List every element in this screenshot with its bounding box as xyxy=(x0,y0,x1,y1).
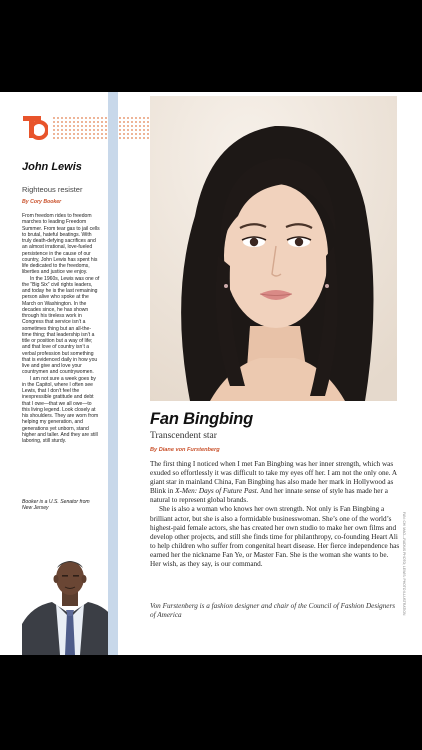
feature-byline: By Diane von Furstenberg xyxy=(150,447,220,453)
sidebar-paragraph: In the 1960s, Lewis was one of the “Big Six” civil rights leaders, and today he is the last remaining person alive who spoke at the March on Washington. In the decades since, he has shown through his tireless work in Congress that service isn’t a sometimes thing but an all-the-time thing; that leadership isn’t a title or position but a way of life; and that love of country isn’t a verbal profession but something that is evidenced daily in how you live and give and love your countrymen and countrywomen. xyxy=(22,275,100,376)
john-lewis-photo xyxy=(22,544,117,655)
sidebar-byline: By Cory Booker xyxy=(22,199,62,205)
sidebar-body xyxy=(22,213,100,444)
feature-paragraph xyxy=(150,460,400,505)
photo-credit xyxy=(400,512,410,647)
sidebar-column xyxy=(0,92,108,655)
sidebar-name: John Lewis xyxy=(22,161,82,173)
feature-subtitle: Transcendent star xyxy=(150,431,217,441)
sidebar-paragraph: I am not sure a week goes by in the Capitol, where I often see Lewis, that I don’t feel the inexpressible gratitude and debt that I owe—that we all owe—to this living legend. Look closely at his shoulders. They are worn from helping my generation, and generations yet unborn, stand higher and taller. And they are still laboring, still sturdy. xyxy=(22,375,99,444)
feature-paragraph: She is also a woman who knows her own strength. Not only is Fan Bingbing a brilliant actor, but she is also a formidable businesswoman. She’s one of the world’s highest-paid female actors, she has created her own studio to make her own films and develop other projects, and still she finds time for philanthropy, co-founding Heart Ali to help children who suffer from congenital heart disease. Her fierce independence has earned her the nickname Fan Ye, or Master Fan. She is the woman she wants to be. Her wish, as they say, is our command. xyxy=(150,505,400,569)
sidebar-subtitle: Righteous resister xyxy=(22,185,83,194)
feature-name: Fan Bingbing xyxy=(150,410,253,428)
vertical-divider xyxy=(108,92,118,655)
feature-author-bio: Von Furstenberg is a fashion designer and chair of the Council of Fashion Designers of America xyxy=(150,602,396,620)
dot-pattern-decoration xyxy=(52,116,108,140)
fan-bingbing-portrait xyxy=(150,96,397,401)
sidebar-paragraph: From freedom rides to freedom marches to leading Freedom Summer. From tear gas to jail cells to brutal, hateful beatings. With truly death-defying sacrifices and an almost irrational, love-fueled persistence in the cause of our country, John Lewis has spent his life dedicated to the freedoms, liberties and justice we enjoy. xyxy=(22,213,100,276)
time100-logo-icon xyxy=(22,114,48,142)
feature-paragraph-text: The first thing I noticed when I met Fan Bingbing was her inner strength, which was exuded so effortlessly it was difficult to take my eyes off her. I am not the only one. A giant star in mainland China, Fan Bingbing has also made her mark in Hollywood as Blink in xyxy=(150,460,397,496)
photo-credit-text: FAN: CHI MAO—RADIUS PHOTO; LEWIS: PHOTO ILLUSTRATION xyxy=(402,512,406,616)
feature-body xyxy=(150,460,400,569)
film-title: X-Men: Days of Future Past xyxy=(175,487,257,496)
magazine-page xyxy=(0,92,422,655)
dot-pattern-decoration xyxy=(118,116,150,140)
sidebar-author-bio: Booker is a U.S. Senator from New Jersey xyxy=(22,499,90,512)
feature-paragraph-text: . And her innate sense of style has made her a natural to represent global brands. xyxy=(150,487,388,505)
